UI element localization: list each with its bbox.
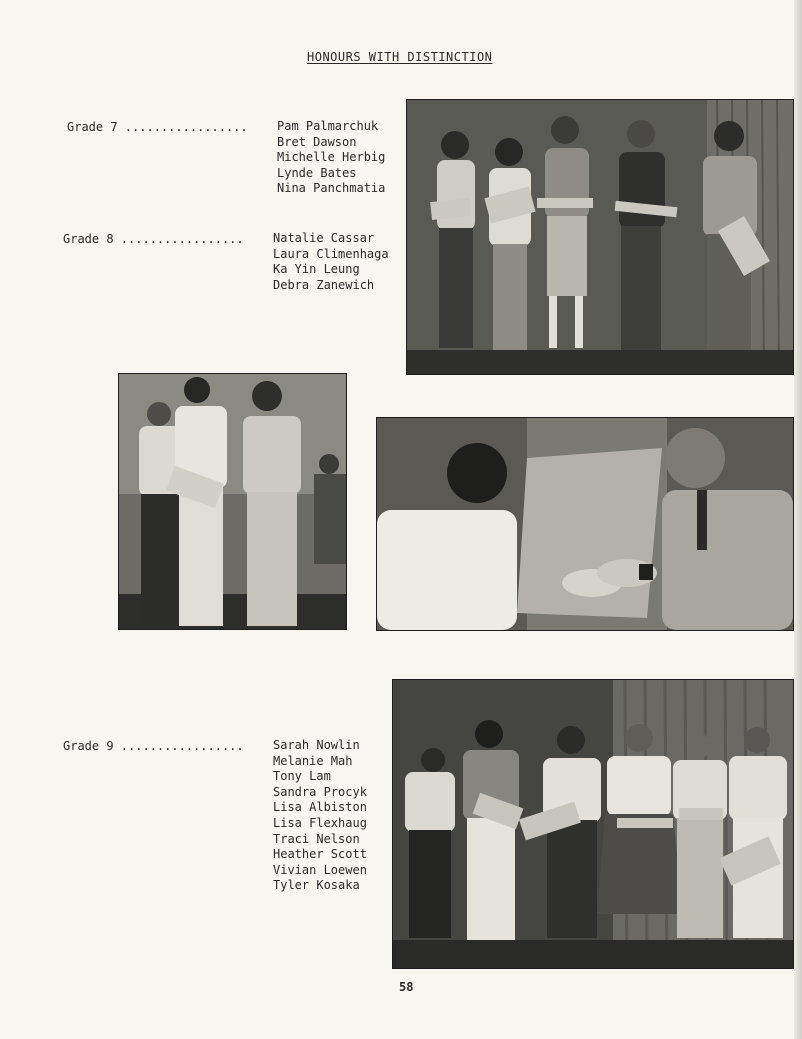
list-item: Sandra Procyk [273, 784, 367, 799]
photo-three-students-with-certificates [118, 373, 347, 630]
grade-8-name-list [273, 231, 389, 293]
grade-9-name-list [273, 738, 367, 894]
list-item: Vivian Loewen [273, 862, 367, 877]
list-item: Tony Lam [273, 769, 331, 784]
list-item: Lisa Flexhaug [273, 815, 367, 830]
grade-8-label: Grade 8 ................. [63, 232, 244, 246]
grade-9-label: Grade 9 ................. [63, 739, 244, 753]
list-item: Traci Nelson [273, 831, 360, 846]
list-item: Tyler Kosaka [273, 878, 360, 893]
page-edge [794, 0, 802, 1039]
photo-grade9-group-on-stage [392, 679, 794, 969]
grade-7-name-list [277, 119, 385, 197]
list-item: Pam Palmarchuk [277, 119, 379, 133]
grade-7-label: Grade 7 ................. [67, 120, 248, 134]
list-item: Natalie Cassar [273, 231, 375, 245]
list-item: Bret Dawson [277, 134, 357, 149]
page-number: 58 [399, 980, 414, 994]
list-item: Debra Zanewich [273, 277, 375, 292]
photo-certificate-presentation-handshake [376, 417, 794, 631]
list-item: Michelle Herbig [277, 150, 386, 165]
list-item: Lynde Bates [277, 165, 357, 180]
list-item: Heather Scott [273, 847, 367, 862]
list-item: Nina Panchmatia [277, 181, 386, 196]
list-item: Sarah Nowlin [273, 738, 360, 752]
list-item: Ka Yin Leung [273, 262, 360, 277]
list-item: Lisa Albiston [273, 800, 367, 815]
photo-grade7-group-on-stage [406, 99, 794, 375]
list-item: Melanie Mah [273, 753, 353, 768]
list-item: Laura Climenhaga [273, 246, 389, 261]
page-title: HONOURS WITH DISTINCTION [307, 50, 493, 64]
